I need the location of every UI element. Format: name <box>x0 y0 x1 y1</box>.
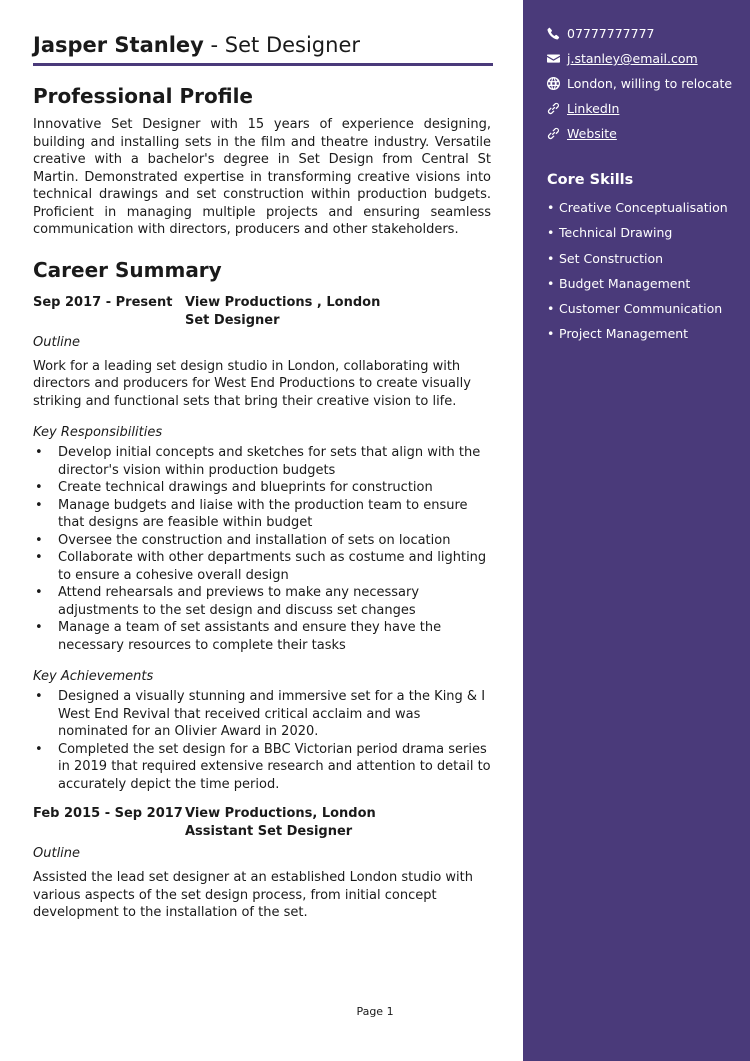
globe-icon <box>547 76 567 92</box>
skill-item <box>547 326 736 342</box>
responsibilities-list <box>33 444 491 654</box>
job-position: Assistant Set Designer <box>185 824 353 839</box>
list-item-text: Attend rehearsals and previews to make any necessary adjustments to the set design and discuss set changes <box>58 585 420 618</box>
list-item <box>33 479 491 497</box>
resume-sidebar <box>523 0 750 1061</box>
job-entry <box>33 294 491 794</box>
job-position: Set Designer <box>185 312 280 328</box>
skill-item <box>547 276 736 292</box>
header-divider <box>33 63 493 66</box>
resume-header <box>33 0 491 66</box>
skills-heading: Core Skills <box>547 172 634 188</box>
job-dates: Sep 2017 - Present <box>33 294 173 310</box>
job-employer-block <box>185 805 376 841</box>
bullet-icon: • <box>35 585 43 600</box>
contact-website-text[interactable]: Website <box>567 126 617 141</box>
skill-text: Technical Drawing <box>559 225 673 241</box>
career-heading: Career Summary <box>33 257 222 282</box>
bullet-icon: • <box>35 689 43 704</box>
job-dates: Feb 2015 - Sep 2017 <box>33 806 183 821</box>
link-icon <box>547 101 567 117</box>
list-item <box>33 444 491 479</box>
bullet-icon: • <box>35 620 43 635</box>
outline-label: Outline <box>33 334 81 350</box>
list-item-text: Designed a visually stunning and immersive set for a the King & I West End Revival that received critical acclaim and was nominated for an Olivier Award in 2020. <box>58 689 486 739</box>
job-company: View Productions , London <box>185 294 381 310</box>
skill-text: Budget Management <box>559 275 691 291</box>
bullet-icon: • <box>547 326 555 342</box>
link-icon <box>547 126 567 142</box>
job-outline: Work for a leading set design studio in London, collaborating with directors and producers for West End Productions to create visually striking and functional sets that bring their creative vision to life. <box>33 358 471 409</box>
job-company: View Productions, London <box>185 806 376 821</box>
bullet-icon: • <box>547 250 555 266</box>
list-item-text: Develop initial concepts and sketches for sets that align with the director's vision within production budgets <box>58 445 481 478</box>
bullet-icon: • <box>35 445 43 460</box>
envelope-icon <box>547 51 567 67</box>
bullet-icon: • <box>35 550 43 565</box>
list-item <box>33 741 491 794</box>
job-entry <box>33 805 491 922</box>
list-item-text: Oversee the construction and installation of sets on location <box>58 532 451 548</box>
list-item-text: Manage budgets and liaise with the production team to ensure that designs are feasible within budget <box>58 497 468 530</box>
list-item <box>33 532 491 550</box>
page-number-text: Page 1 <box>356 1005 394 1018</box>
achievements-label: Key Achievements <box>33 669 154 684</box>
skill-item <box>547 225 736 241</box>
contact-email[interactable] <box>547 51 736 67</box>
achievements-list <box>33 688 491 793</box>
phone-icon <box>547 26 567 42</box>
list-item-text: Create technical drawings and blueprints for construction <box>58 480 433 495</box>
bullet-icon: • <box>547 301 555 317</box>
bullet-icon: • <box>547 275 555 291</box>
list-item-text: Manage a team of set assistants and ensure they have the necessary resources to complete their tasks <box>58 620 442 653</box>
contact-linkedin[interactable] <box>547 101 736 117</box>
list-item <box>33 688 491 741</box>
bullet-icon: • <box>547 225 555 241</box>
skill-item <box>547 301 736 317</box>
contact-location-text: London, willing to relocate <box>567 76 733 91</box>
contact-phone <box>547 26 736 42</box>
job-employer-block <box>185 294 380 330</box>
name-title-line <box>33 33 491 57</box>
list-item <box>33 549 491 584</box>
list-item-text: Completed the set design for a BBC Victorian period drama series in 2019 that required extensive research and attention to detail to accurately depict the time period. <box>58 741 491 792</box>
job-outline: Assisted the lead set designer at an established London studio with various aspects of the set design process, from initial concept development to the installation of the set. <box>33 870 473 920</box>
list-item <box>33 619 491 654</box>
skill-text: Customer Communication <box>559 301 723 317</box>
bullet-icon: • <box>35 497 43 513</box>
skill-text: Creative Conceptualisation <box>559 200 728 215</box>
bullet-icon: • <box>547 200 555 215</box>
contact-website[interactable] <box>547 126 736 142</box>
candidate-name: Jasper Stanley <box>33 33 204 57</box>
list-item <box>33 584 491 619</box>
list-item <box>33 497 491 532</box>
name-separator: - <box>203 33 225 57</box>
profile-text: Innovative Set Designer with 15 years of experience designing, building and installing sets in the film and theatre industry. Versatile creative with a bachelor's degree in Set Design from Central St Martin. Demonstrated expertise in transforming creative visions into technical drawings and set construction within production budgets. Proficient in managing multiple projects and ensuring seamless communication with directors, producers and other stakeholders. <box>33 117 491 237</box>
job-header <box>33 805 491 841</box>
candidate-role: Set Designer <box>224 33 360 57</box>
contact-phone-text: 07777777777 <box>567 26 655 41</box>
job-header <box>33 294 491 330</box>
profile-heading: Professional Profile <box>33 84 253 108</box>
skill-text: Project Management <box>559 326 689 342</box>
responsibilities-label: Key Responsibilities <box>33 425 163 440</box>
bullet-icon: • <box>35 532 43 548</box>
skill-text: Set Construction <box>559 250 664 266</box>
skill-item <box>547 200 736 216</box>
bullet-icon: • <box>35 480 43 495</box>
bullet-icon: • <box>35 741 43 757</box>
outline-label: Outline <box>33 846 81 861</box>
contact-linkedin-text[interactable]: LinkedIn <box>567 101 620 116</box>
list-item-text: Collaborate with other departments such as costume and lighting to ensure a cohesive overall design <box>58 550 487 583</box>
contact-email-text[interactable]: j.stanley@email.com <box>567 51 698 66</box>
skill-item <box>547 251 736 267</box>
contact-location <box>547 76 736 92</box>
contact-list <box>547 26 736 142</box>
skills-list <box>547 200 736 342</box>
